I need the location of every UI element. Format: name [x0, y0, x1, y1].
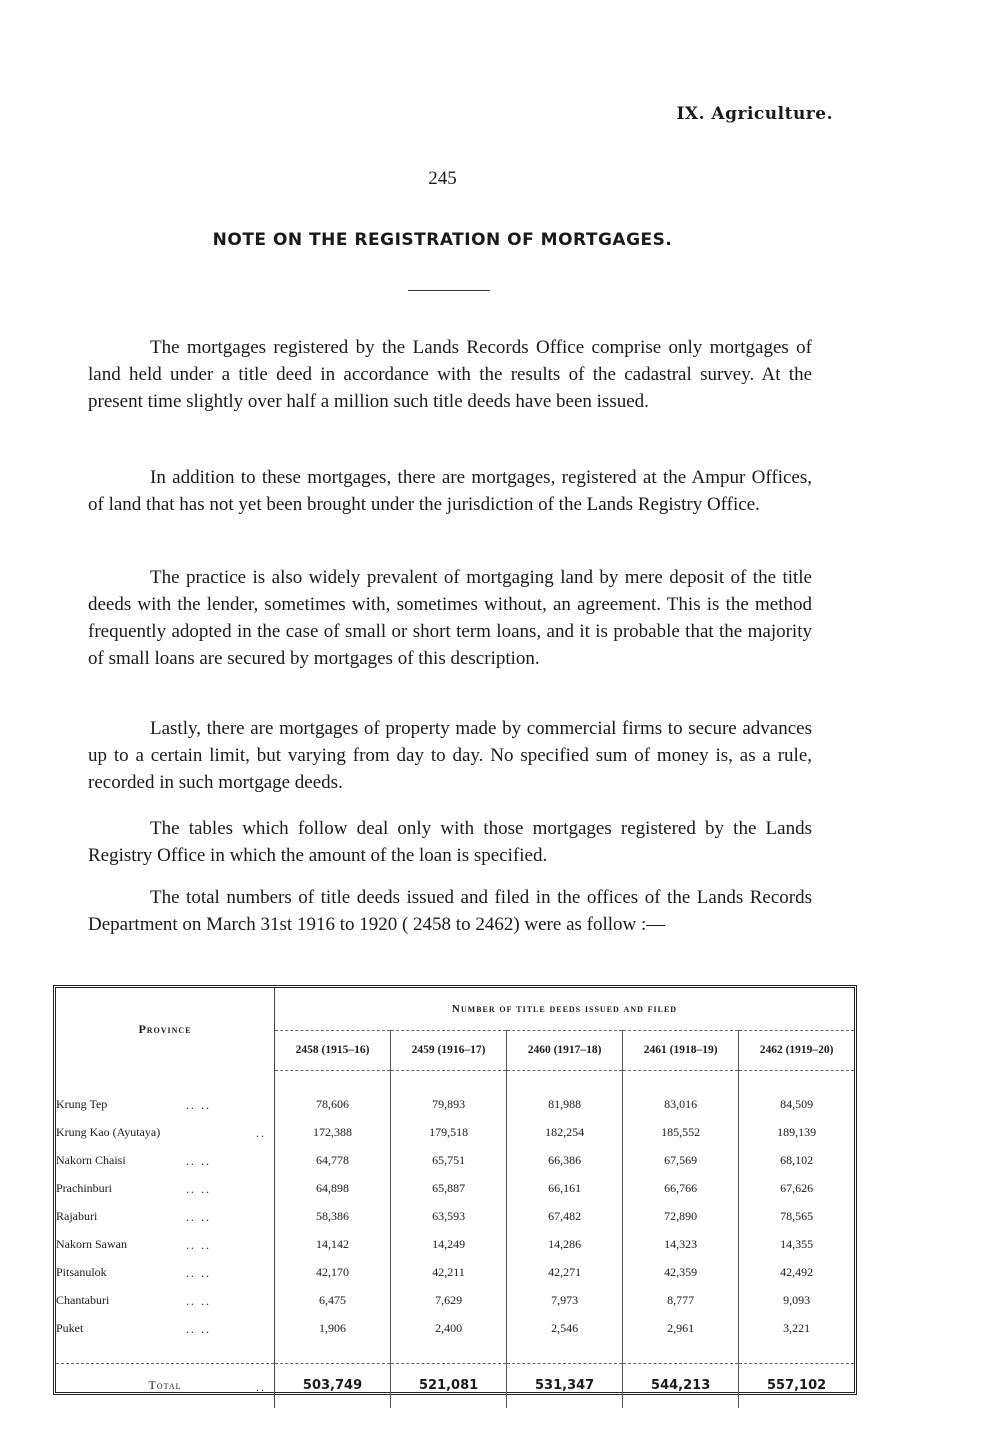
section-header: IX. Agriculture.: [676, 104, 833, 124]
value-cell: 58,386: [275, 1203, 391, 1231]
value-cell: 1,906: [275, 1315, 391, 1343]
leader-dots: .. ..: [186, 1293, 211, 1308]
value-cell: 42,359: [623, 1259, 739, 1287]
value-cell: 68,102: [780, 1153, 814, 1167]
value-cell: 63,593: [391, 1203, 507, 1231]
province-name: Puket: [56, 1321, 84, 1335]
value-cell: 66,161: [507, 1175, 623, 1203]
province-name: Pitsanulok: [56, 1265, 107, 1279]
table-row: [56, 1175, 854, 1203]
page-title: NOTE ON THE REGISTRATION OF MORTGAGES.: [212, 230, 673, 250]
total-label-cell: [56, 1363, 275, 1408]
leader-dots: ..: [256, 1379, 266, 1394]
value-cell: 81,988: [507, 1091, 623, 1119]
value-cell: 179,518: [391, 1119, 507, 1147]
value-cell: 67,569: [623, 1147, 739, 1175]
value-cell: 42,492: [780, 1265, 814, 1279]
value-cell: 7,629: [391, 1287, 507, 1315]
province-cell: [56, 1147, 275, 1175]
table-row: [56, 1287, 854, 1315]
value-cell: 64,778: [275, 1147, 391, 1175]
value-cell: 79,893: [391, 1091, 507, 1119]
value-cell: 42,271: [507, 1259, 623, 1287]
paragraph-2: [88, 464, 812, 518]
value-cell: 67,626: [780, 1181, 814, 1195]
year-column-header: 2458 (1915–16): [275, 1031, 391, 1070]
value-cell: 2,400: [391, 1315, 507, 1343]
value-cell: 2,961: [623, 1315, 739, 1343]
table-row: [56, 1231, 854, 1259]
year-column-header: 2461 (1918–19): [623, 1031, 739, 1070]
province-name: Rajaburi: [56, 1209, 98, 1223]
leader-dots: .. ..: [186, 1237, 211, 1252]
paragraph-text: The mortgages registered by the Lands Records Office comprise only mortgages of land held under a title deed in accordance with the results of the cadastral survey. At the present time slightly over half a million such title deeds have been issued.: [88, 337, 812, 412]
year-column-header: 2460 (1917–18): [507, 1031, 623, 1070]
table-row: [56, 1203, 854, 1231]
value-cell: 65,751: [391, 1147, 507, 1175]
paragraph-4: [88, 715, 812, 796]
leader-dots: .. ..: [186, 1181, 211, 1196]
title-deeds-table: [53, 985, 857, 1395]
leader-dots: .. ..: [186, 1321, 211, 1336]
value-cell: 14,323: [623, 1231, 739, 1259]
province-name: Nakorn Sawan: [56, 1237, 127, 1251]
table-row: [56, 1315, 854, 1343]
value-cell: 64,898: [275, 1175, 391, 1203]
value-cell: 182,254: [507, 1119, 623, 1147]
value-cell: 66,386: [507, 1147, 623, 1175]
paragraph-text: The practice is also widely prevalent of mortgaging land by mere deposit of the title deeds with the lender, sometimes with, sometimes without, an agreement. This is the method frequently adopted in the case of small or short term loans, and it is probable that the majority of small loans are secured by mortgages of this description.: [88, 567, 812, 669]
deeds-table: [56, 988, 854, 1408]
province-cell: [56, 1287, 275, 1315]
province-cell: [56, 1091, 275, 1119]
value-cell: 14,286: [507, 1231, 623, 1259]
leader-dots: .. ..: [186, 1265, 211, 1280]
total-cell: 531,347: [507, 1363, 623, 1408]
total-cell: 544,213: [623, 1363, 739, 1408]
province-cell: [56, 1175, 275, 1203]
value-cell: 78,565: [780, 1209, 814, 1223]
total-cell: 503,749: [275, 1363, 391, 1408]
paragraph-3: [88, 564, 812, 672]
paragraph-6: [88, 884, 812, 938]
province-cell: [56, 1231, 275, 1259]
value-cell: 78,606: [275, 1091, 391, 1119]
province-name: Krung Kao (Ayutaya): [56, 1125, 161, 1139]
value-cell: 67,482: [507, 1203, 623, 1231]
leader-dots: .. ..: [186, 1153, 211, 1168]
year-column-header: 2462 (1919–20): [739, 1031, 854, 1070]
value-cell: 66,766: [623, 1175, 739, 1203]
value-cell: 42,170: [275, 1259, 391, 1287]
paragraph-5: [88, 815, 812, 869]
value-cell: 172,388: [275, 1119, 391, 1147]
province-name: Prachinburi: [56, 1181, 112, 1195]
total-label: Total: [148, 1378, 182, 1392]
value-cell: 9,093: [783, 1293, 811, 1307]
leader-dots: ..: [256, 1125, 266, 1140]
province-name: Nakorn Chaisi: [56, 1153, 126, 1167]
table-row: [56, 1147, 854, 1175]
value-cell: 6,475: [275, 1287, 391, 1315]
province-name: Chantaburi: [56, 1293, 110, 1307]
value-cell: 42,211: [391, 1259, 507, 1287]
value-cell: 14,355: [780, 1237, 814, 1251]
value-cell: 14,142: [275, 1231, 391, 1259]
title-divider: [408, 290, 490, 291]
leader-dots: .. ..: [186, 1097, 211, 1112]
value-cell: 189,139: [777, 1125, 817, 1139]
leader-dots: .. ..: [186, 1209, 211, 1224]
value-cell: 2,546: [507, 1315, 623, 1343]
province-cell: [56, 1259, 275, 1287]
page-number: 245: [428, 168, 457, 189]
value-cell: 72,890: [623, 1203, 739, 1231]
total-cell: 557,102: [739, 1363, 854, 1408]
group-column-header: Number of title deeds issued and filed: [275, 988, 855, 1031]
table-row: [56, 1259, 854, 1287]
paragraph-text: The tables which follow deal only with those mortgages registered by the Lands Registry Office in which the amount of the loan is specified.: [88, 818, 812, 866]
province-cell: [56, 1315, 275, 1343]
province-column-header: Province: [56, 988, 275, 1070]
value-cell: 185,552: [623, 1119, 739, 1147]
paragraph-text: In addition to these mortgages, there are mortgages, registered at the Ampur Offices, of land that has not yet been brought under the jurisdiction of the Lands Registry Office.: [88, 467, 812, 515]
total-row: [56, 1363, 854, 1408]
value-cell: 14,249: [391, 1231, 507, 1259]
value-cell: 65,887: [391, 1175, 507, 1203]
table-row: [56, 1119, 854, 1147]
province-name: Krung Tep: [56, 1097, 108, 1111]
value-cell: 84,509: [780, 1097, 814, 1111]
paragraph-text: The total numbers of title deeds issued and filed in the offices of the Lands Records Department on March 31st 1916 to 1920 ( 2458 to 2462) were as follow :—: [88, 887, 812, 935]
total-cell: 521,081: [391, 1363, 507, 1408]
paragraph-1: [88, 334, 812, 415]
year-column-header: 2459 (1916–17): [391, 1031, 507, 1070]
value-cell: 7,973: [507, 1287, 623, 1315]
paragraph-text: Lastly, there are mortgages of property made by commercial firms to secure advances up to a certain limit, but varying from day to day. No specified sum of money is, as a rule, recorded in such mortgage deeds.: [88, 718, 812, 793]
table-row: [56, 1091, 854, 1119]
value-cell: 3,221: [783, 1321, 811, 1335]
province-cell: [56, 1203, 275, 1231]
value-cell: 83,016: [623, 1091, 739, 1119]
value-cell: 8,777: [623, 1287, 739, 1315]
province-cell: [56, 1119, 275, 1147]
